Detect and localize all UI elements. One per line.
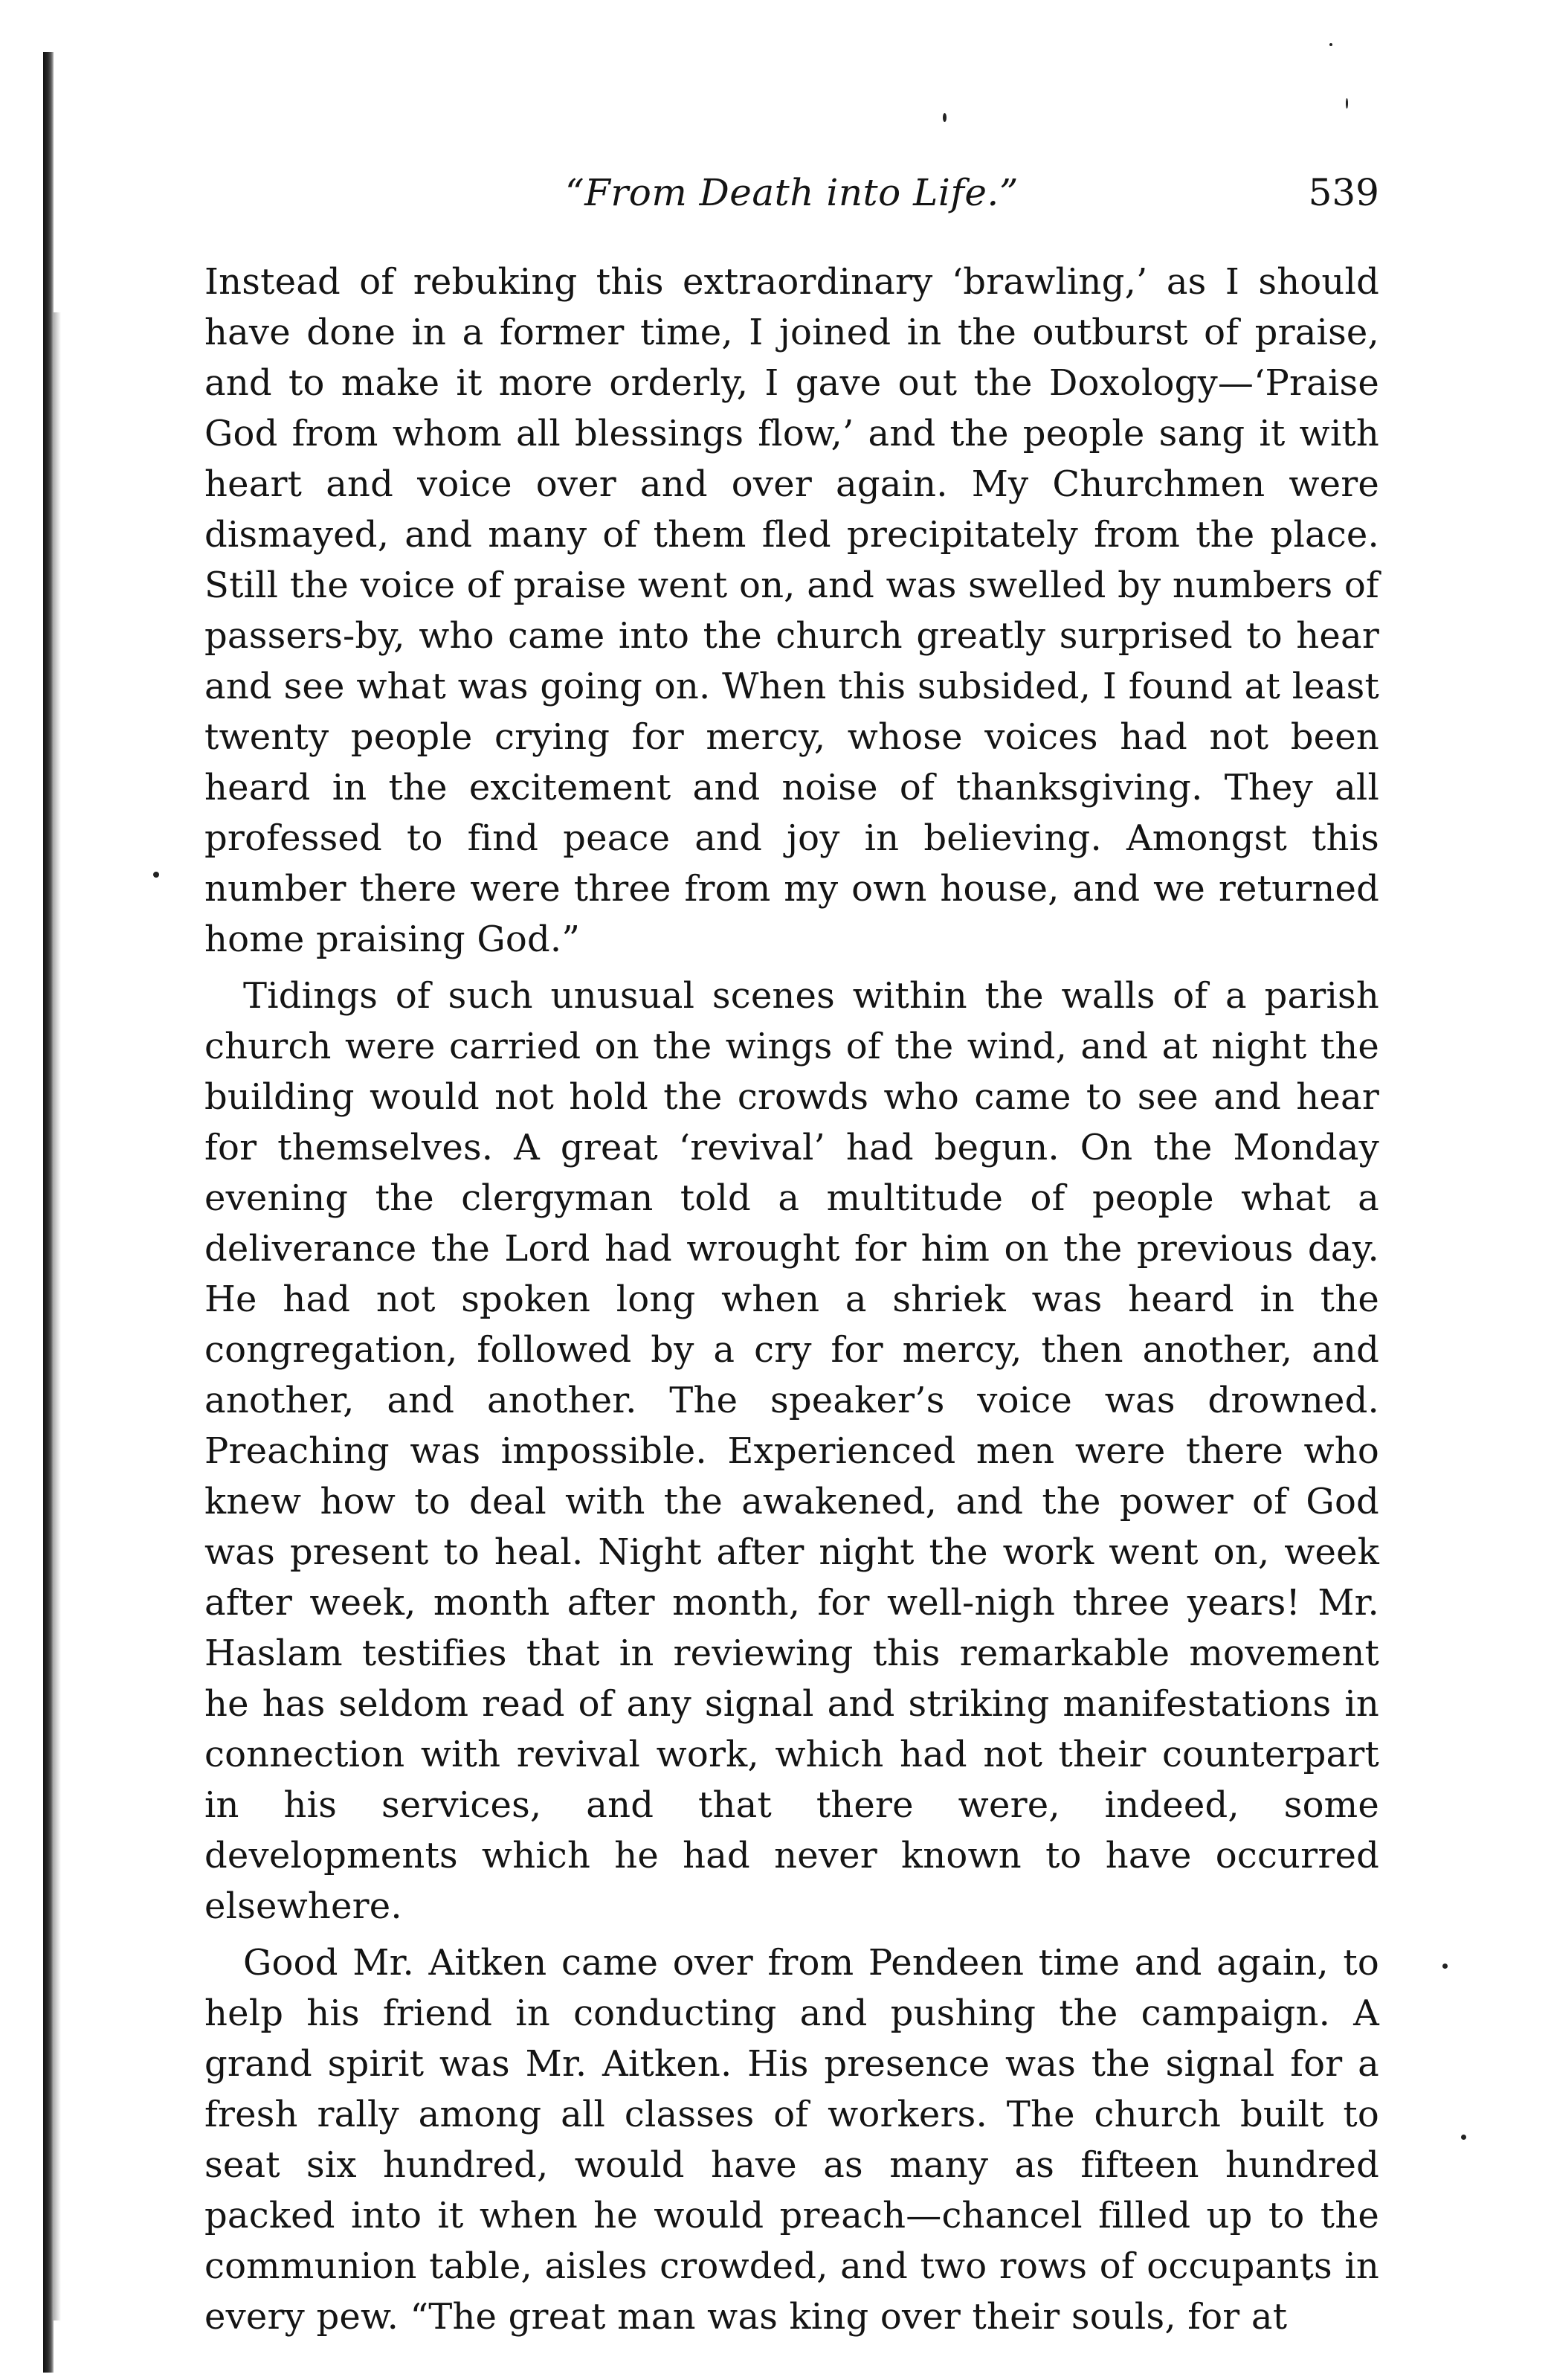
book-page <box>204 152 1379 2342</box>
paragraph-1: Instead of rebuking this extraordinary ‘brawling,’ as I should have done in a former time, I joined in the outburst of praise, and to make it more orderly, I gave out the Doxology—‘Praise God from whom all blessings flow,’ and the people sang it with heart and voice over and over again. My Churchmen were dismayed, and many of them fled precipitately from the place. Still the voice of praise went on, and was swelled by numbers of passers-by, who came into the church greatly surprised to hear and see what was going on. When this subsided, I found at least twenty people crying for mercy, whose voices had not been heard in the excitement and noise of thanksgiving. They all professed to find peace and joy in believing. Amongst this number there were three from my own house, and we returned home praising God.” <box>204 261 1379 960</box>
print-speck <box>943 113 947 122</box>
print-speck <box>1442 1964 1448 1969</box>
print-speck <box>1461 2135 1466 2140</box>
body-text <box>204 257 1379 2342</box>
print-speck <box>1329 43 1332 46</box>
paragraph-3: Good Mr. Aitken came over from Pendeen time and again, to help his friend in conducting and pushing the campaign. A grand spirit was Mr. Aitken. His presence was the signal for a fresh rally among all classes of workers. The church built to seat six hundred, would have as many as fifteen hundred packed into it when he would preach—chancel filled up to the communion table, aisles crowded, and two rows of occupants in every pew. “The great man was king over their souls, for at <box>204 1942 1379 2338</box>
paragraph-2: Tidings of such unusual scenes within the walls of a parish church were carried on the wings of the wind, and at night the building would not hold the crowds who came to see and hear for themselves. A great ‘revival’ had begun. On the Monday evening the clergyman told a multitude of people what a deliverance the Lord had wrought for him on the previous day. He had not spoken long when a shriek was heard in the congregation, followed by a cry for mercy, then another, and another, and another. The speaker’s voice was drowned. Preaching was impossible. Experienced men were there who knew how to deal with the awakened, and the power of God was present to heal. Night after night the work went on, week after week, month after month, for well-nigh three years! Mr. Haslam testifies that in reviewing this remarkable movement he has seldom read of any signal and striking manifestations in connection with revival work, which had not their counterpart in his services, and that there were, indeed, some developments which he had never known to have occurred elsewhere. <box>204 975 1379 1927</box>
print-speck <box>1346 98 1348 109</box>
page-binding-fade <box>54 312 61 2320</box>
page-binding-shadow <box>43 52 54 2373</box>
page-number: 539 <box>1308 171 1379 214</box>
running-title: “From Death into Life.” <box>565 171 1019 214</box>
print-speck <box>153 872 159 878</box>
running-header <box>204 152 1379 219</box>
